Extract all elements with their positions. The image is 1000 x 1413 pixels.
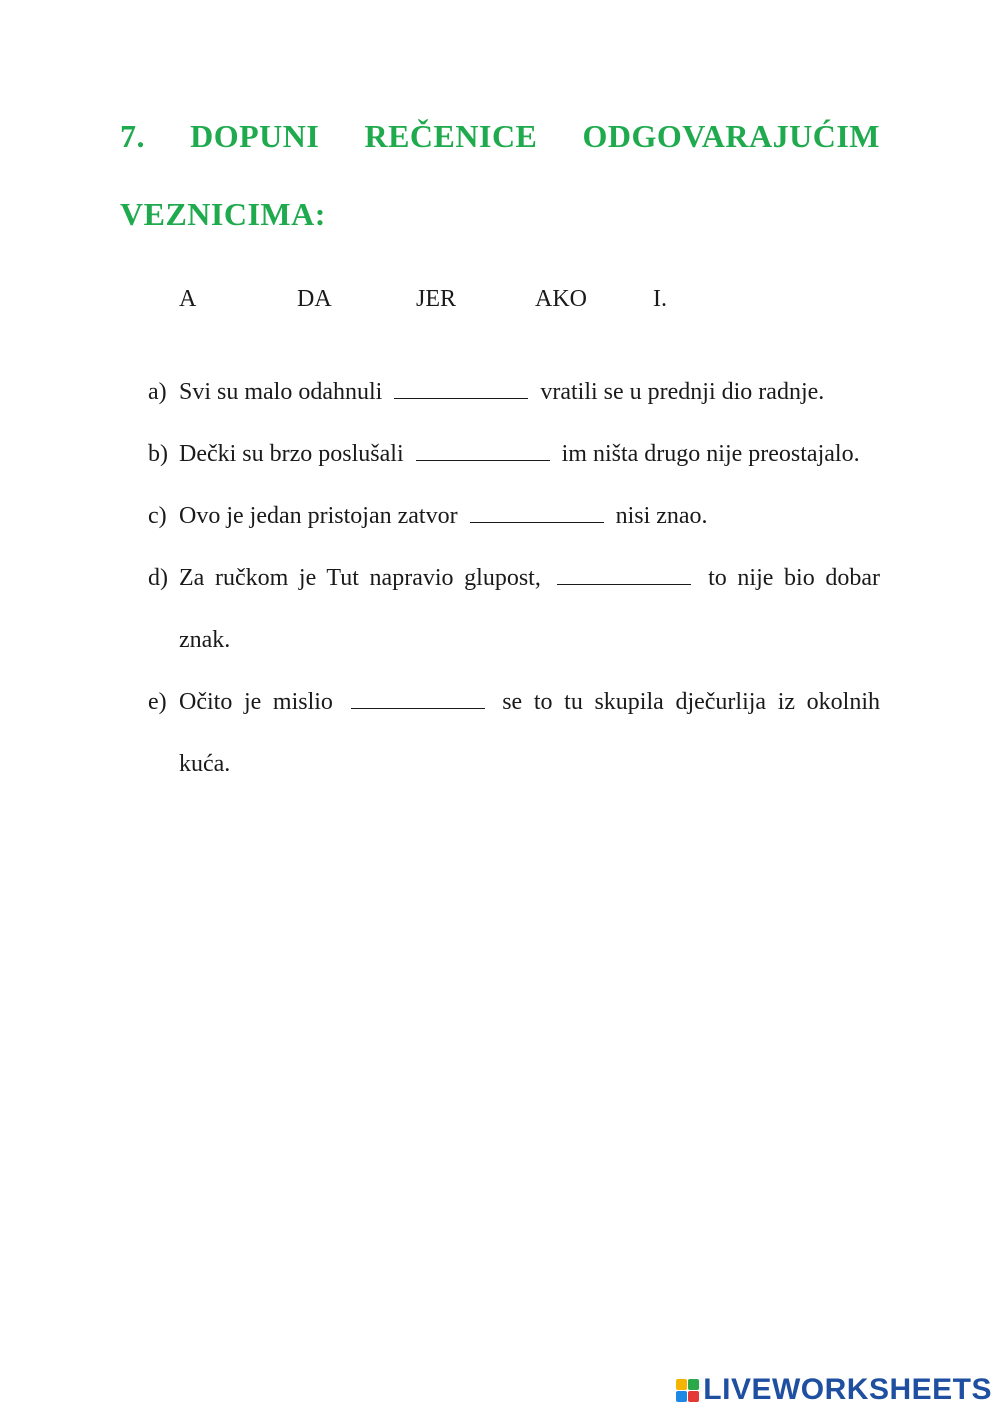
word-bank-item: JER: [416, 286, 457, 312]
sentence-item: [148, 671, 880, 795]
sentence-item: [148, 485, 880, 547]
sentence-after: se to tu skupila dječurlija iz okolnih kuća.: [179, 689, 880, 777]
answer-blank[interactable]: [557, 564, 691, 585]
word-bank-item: I.: [653, 286, 667, 312]
page-title-continuation: VEZNICIMA:: [120, 196, 326, 232]
sentence-before: Dečki su brzo poslušali: [179, 441, 404, 467]
sentence-after: to nije bio dobar znak.: [179, 565, 881, 653]
sentence-text: [179, 361, 880, 423]
sentence-text: [179, 547, 880, 671]
sentence-before: Ovo je jedan pristojan zatvor: [179, 503, 458, 529]
sentence-marker: b): [148, 441, 168, 467]
answer-blank[interactable]: [351, 688, 485, 709]
sentence-marker: c): [148, 503, 167, 529]
sentence-text: [179, 671, 880, 795]
sentence-after: im ništa drugo nije preostajalo.: [561, 441, 860, 467]
sentence-marker: a): [148, 379, 167, 405]
answer-blank[interactable]: [394, 378, 528, 399]
logo-square: [676, 1379, 687, 1390]
logo-square: [676, 1391, 687, 1402]
liveworksheets-logo[interactable]: [676, 1373, 992, 1407]
sentence-list: [148, 361, 880, 795]
sentence-after: nisi znao.: [615, 503, 708, 529]
title-word: REČENICE: [364, 118, 538, 154]
logo-square: [688, 1379, 699, 1390]
sentence-item: [148, 361, 880, 423]
page-title: [120, 118, 880, 155]
sentence-text: [179, 423, 880, 485]
title-word: DOPUNI: [190, 118, 320, 154]
word-bank-item: DA: [297, 286, 332, 312]
sentence-text: [179, 485, 880, 547]
sentence-item: [148, 423, 880, 485]
logo-square: [688, 1391, 699, 1402]
sentence-marker: e): [148, 689, 167, 715]
sentence-after: vratili se u prednji dio radnje.: [540, 379, 825, 405]
word-bank-item: AKO: [535, 286, 587, 312]
sentence-item: [148, 547, 880, 671]
sentence-before: Za ručkom je Tut napravio glupost,: [179, 565, 541, 591]
title-word: ODGOVARAJUĆIM: [582, 118, 880, 154]
sentence-before: Svi su malo odahnuli: [179, 379, 383, 405]
answer-blank[interactable]: [416, 440, 550, 461]
logo-text: LIVEWORKSHEETS: [703, 1373, 992, 1406]
sentence-before: Očito je mislio: [179, 689, 333, 715]
liveworksheets-logo-icon: [676, 1379, 699, 1402]
answer-blank[interactable]: [470, 502, 604, 523]
title-number: 7.: [120, 118, 145, 154]
sentence-marker: d): [148, 565, 168, 591]
word-bank-item: A: [179, 286, 197, 312]
